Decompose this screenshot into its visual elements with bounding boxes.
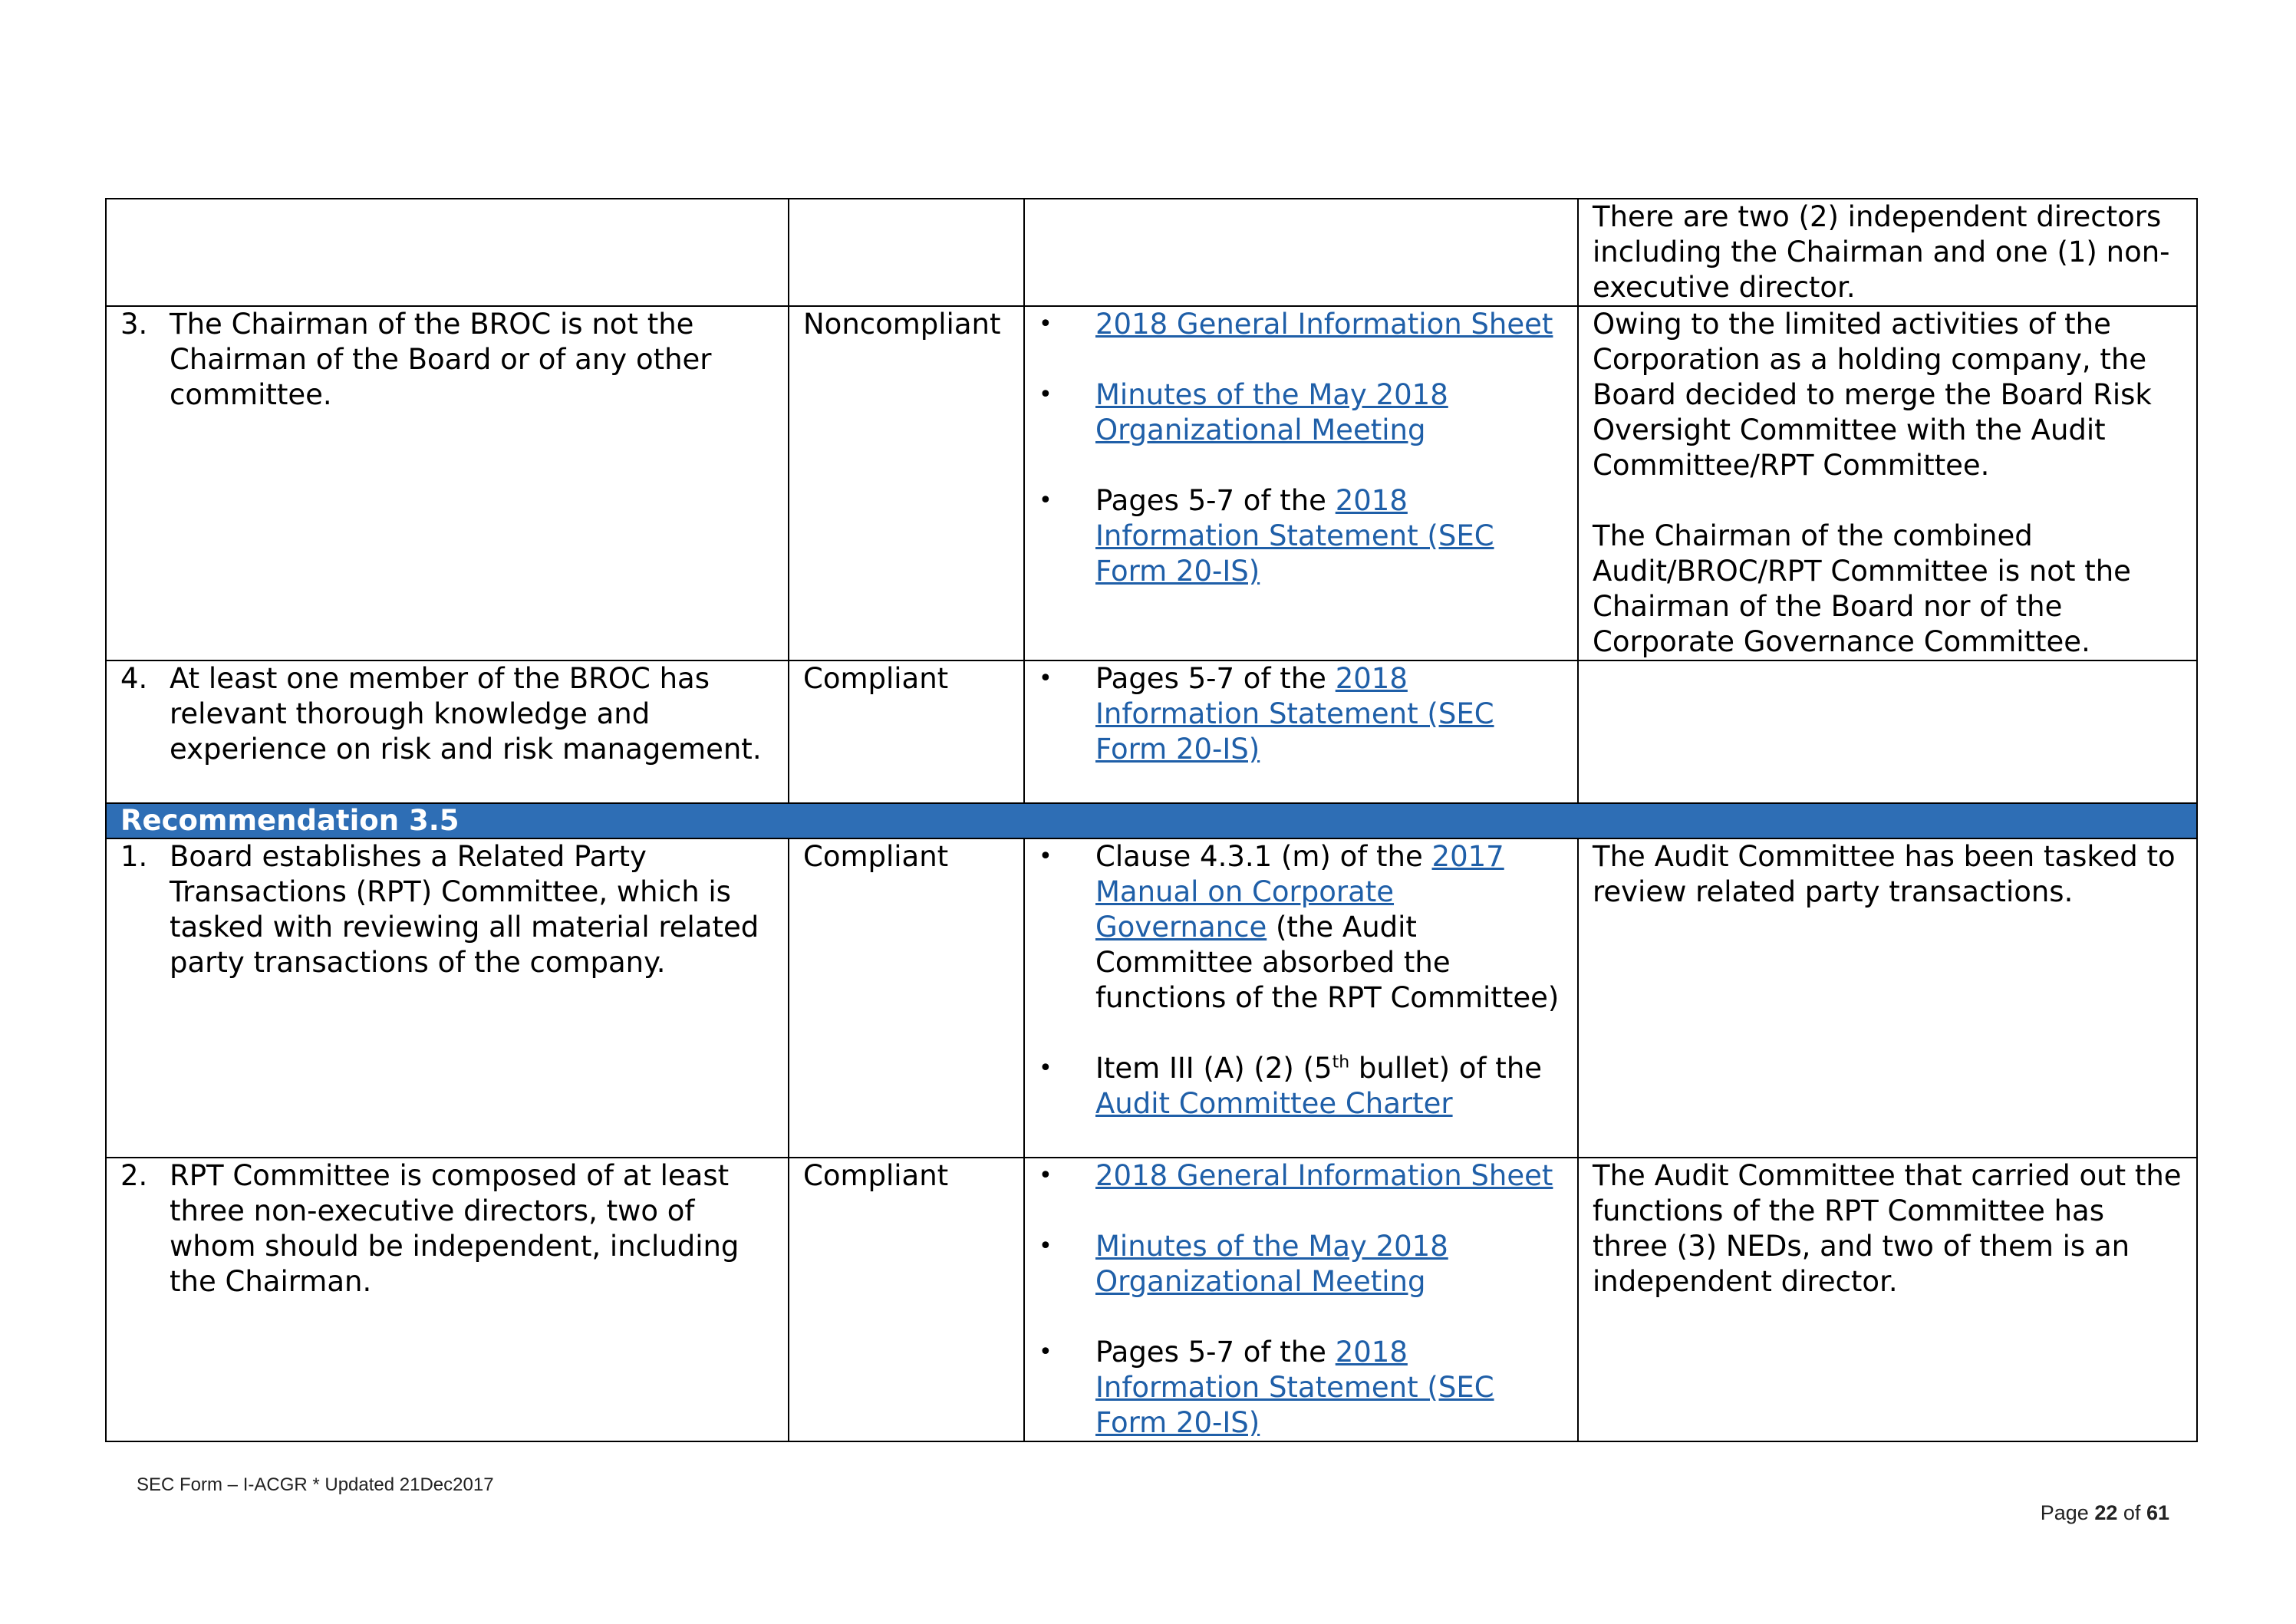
item-number: 3. — [120, 308, 148, 341]
recommendation-text: The Chairman of the BROC is not the Chairman of the Board or of any other committee. — [170, 308, 712, 411]
recommendation-text: At least one member of the BROC has relevant thorough knowledge and experience on risk and risk management. — [170, 662, 762, 766]
evidence-list — [1039, 307, 1563, 589]
ordinal-suffix: th — [1332, 1052, 1350, 1072]
status-cell — [789, 1158, 1024, 1441]
status-cell — [789, 838, 1024, 1158]
information-statement-link[interactable]: 2018 Information Statement (SEC Form 20-IS) — [1095, 662, 1494, 766]
bullet-icon: • — [1039, 843, 1052, 870]
list-item — [1039, 483, 1563, 589]
recommendation-cell — [106, 306, 789, 660]
manual-on-corporate-governance-link[interactable]: 2017 Manual on Corporate Governance — [1095, 840, 1504, 944]
evidence-prefix: Item III (A) (2) (5 — [1095, 1052, 1332, 1085]
list-item — [1039, 1229, 1563, 1300]
section-header: Recommendation 3.5 — [106, 803, 2197, 838]
list-item — [1039, 661, 1563, 767]
compliance-status: Compliant — [803, 1159, 949, 1192]
evidence-cell — [1024, 199, 1578, 306]
remarks-text: The Chairman of the combined Audit/BROC/RPT Committee is not the Chairman of the Board nor of the Corporate Governance Committee. — [1593, 519, 2131, 658]
evidence-cell — [1024, 306, 1578, 660]
page-of-label: of — [2123, 1501, 2141, 1524]
status-cell — [789, 660, 1024, 803]
evidence-suffix: (the Audit Committee absorbed the functions of the RPT Committee) — [1095, 911, 1560, 1014]
status-cell — [789, 199, 1024, 306]
remarks-cell — [1578, 838, 2197, 1158]
item-number: 2. — [120, 1159, 148, 1192]
table-row — [106, 199, 2197, 306]
remarks-cell — [1578, 1158, 2197, 1441]
recommendation-cell — [106, 199, 789, 306]
list-item — [1039, 1051, 1563, 1122]
remarks-text: The Audit Committee that carried out the functions of the RPT Committee has three (3) NEDs, and two of them is an independent director. — [1593, 1159, 2182, 1298]
evidence-cell — [1024, 660, 1578, 803]
remarks-text: The Audit Committee has been tasked to review related party transactions. — [1593, 840, 2176, 908]
page-total: 61 — [2146, 1501, 2169, 1524]
list-item — [1039, 1335, 1563, 1441]
bullet-icon: • — [1039, 381, 1052, 408]
evidence-list — [1039, 839, 1563, 1122]
governance-compliance-table — [105, 198, 2198, 1442]
organizational-meeting-minutes-link[interactable]: Minutes of the May 2018 Organizational Meeting — [1095, 378, 1448, 446]
evidence-middle: bullet) of the — [1349, 1052, 1543, 1085]
evidence-list — [1039, 1158, 1563, 1441]
recommendation-cell — [106, 838, 789, 1158]
compliance-status: Compliant — [803, 662, 949, 695]
information-statement-link[interactable]: 2018 Information Statement (SEC Form 20-IS) — [1095, 1336, 1494, 1439]
status-cell — [789, 306, 1024, 660]
recommendation-cell — [106, 1158, 789, 1441]
page-label: Page — [2040, 1501, 2089, 1524]
section-header-row — [106, 803, 2197, 838]
page-current: 22 — [2094, 1501, 2118, 1524]
compliance-status: Compliant — [803, 840, 949, 873]
compliance-status: Noncompliant — [803, 308, 1001, 341]
item-number: 1. — [120, 840, 148, 873]
bullet-icon: • — [1039, 1162, 1052, 1189]
item-number: 4. — [120, 662, 148, 695]
table-row — [106, 1158, 2197, 1441]
evidence-prefix: Clause 4.3.1 (m) of the — [1095, 840, 1432, 873]
page-number — [2041, 1501, 2169, 1525]
recommendation-text: Board establishes a Related Party Transactions (RPT) Committee, which is tasked with reviewing all material related party transactions of the company. — [170, 840, 759, 979]
list-item — [1039, 307, 1563, 342]
bullet-icon: • — [1039, 665, 1052, 692]
information-statement-link[interactable]: 2018 Information Statement (SEC Form 20-IS) — [1095, 484, 1494, 588]
table-row — [106, 660, 2197, 803]
general-information-sheet-link[interactable]: 2018 General Information Sheet — [1095, 308, 1553, 341]
evidence-prefix: Pages 5-7 of the — [1095, 484, 1336, 517]
table-row — [106, 838, 2197, 1158]
evidence-cell — [1024, 1158, 1578, 1441]
evidence-cell — [1024, 838, 1578, 1158]
list-item — [1039, 839, 1563, 1016]
remarks-cell — [1578, 660, 2197, 803]
evidence-list — [1039, 661, 1563, 767]
bullet-icon: • — [1039, 1233, 1052, 1260]
list-item — [1039, 377, 1563, 448]
recommendation-cell — [106, 660, 789, 803]
remarks-cell — [1578, 199, 2197, 306]
table-row — [106, 306, 2197, 660]
bullet-icon: • — [1039, 487, 1052, 514]
recommendation-text: RPT Committee is composed of at least three non-executive directors, two of whom should be independent, including the Chairman. — [170, 1159, 740, 1298]
list-item — [1039, 1158, 1563, 1194]
evidence-prefix: Pages 5-7 of the — [1095, 1336, 1336, 1369]
audit-committee-charter-link[interactable]: Audit Committee Charter — [1095, 1087, 1453, 1120]
bullet-icon: • — [1039, 1055, 1052, 1082]
evidence-prefix: Pages 5-7 of the — [1095, 662, 1336, 695]
remarks-text: Owing to the limited activities of the Corporation as a holding company, the Board decided to merge the Board Risk Oversight Committee with the Audit Committee/RPT Committee. — [1593, 308, 2152, 482]
remarks-cell — [1578, 306, 2197, 660]
remarks-text: There are two (2) independent directors including the Chairman and one (1) non-executive director. — [1593, 200, 2170, 304]
footer-form-label: SEC Form – I-ACGR * Updated 21Dec2017 — [137, 1474, 494, 1495]
bullet-icon: • — [1039, 1339, 1052, 1365]
organizational-meeting-minutes-link[interactable]: Minutes of the May 2018 Organizational Meeting — [1095, 1230, 1448, 1298]
bullet-icon: • — [1039, 311, 1052, 338]
general-information-sheet-link[interactable]: 2018 General Information Sheet — [1095, 1159, 1553, 1192]
